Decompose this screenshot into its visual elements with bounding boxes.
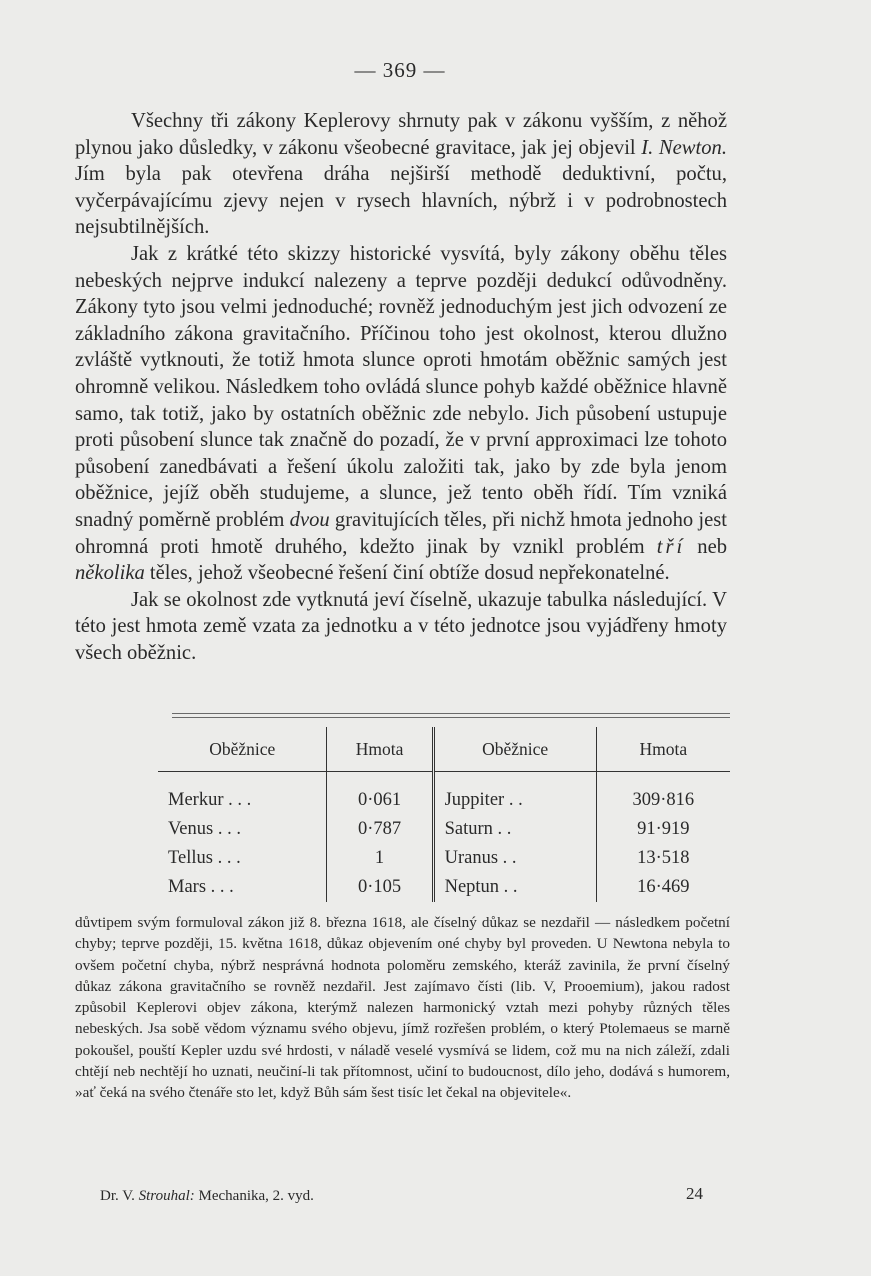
paragraph-3: Jak se okolnost zde vytknutá jeví číselně, ukazuje tabulka následující. V této jest hmota země vzata za jednotku a v této jednotce jsou vyjádřeny hmoty všech oběžnic. (75, 588, 727, 664)
footer-work-title: Mechanika, 2. vyd. (194, 1188, 314, 1204)
table-row (158, 873, 730, 902)
p2-text-g: těles, jehož všeobecné řešení činí obtíže dosud nepřekonatelné. (144, 562, 670, 585)
table-header-row (158, 727, 730, 772)
page-number: — 369 — (354, 58, 446, 82)
paragraph-2 (75, 241, 727, 587)
table-row (158, 844, 730, 873)
page-footer (100, 1188, 314, 1205)
cell-planet: Juppiter . . (433, 772, 596, 816)
header-planet-2: Oběžnice (433, 727, 596, 772)
paragraph-1 (75, 108, 727, 241)
table-top-rule (172, 713, 730, 714)
cell-planet: Tellus . . . (168, 848, 241, 868)
table-top-rule-2 (172, 717, 730, 718)
cell-planet: Mars . . . (168, 877, 234, 897)
cell-mass: 309·816 (596, 772, 730, 816)
footnote-text: důvtipem svým formuloval zákon již 8. března 1618, ale číselný důkaz se nezdařil — následkem početní chyby; teprve později, 15. května 1618, důkaz objevením oné chyby byl proveden. U Newtona nebyla to ovšem početní chyba, nýbrž nesprávná hodnota poloměru zemského, kteráž zavinila, že první číselný důkaz zákona gravitačního se rovněž nezdařil. Jest zajímavo čísti (lib. V, Prooemium), jakou radost způsobil Keplerovi objev zákona, kterýmž nalezen harmonický vztah mezi pohyby různých těles nebeských. Jsa sobě vědom významu svého objevu, jímž rozřešen problém, o který Ptolemaeus se marně pokoušel, pouští Kepler uzdu své hrdosti, v náladě veselé vysmívá se lidem, což mu na nich záleží, zdali chtějí neb nechtějí ho uznati, neučiní-li tak přítomnost, učiní to budoucnost, dílo jeho, dodává s humorem, »ať čeká na svého čtenáře sto let, když Bůh sám šest tisíc let čekal na objevitele«. (75, 914, 730, 1102)
cell-mass: 0·061 (327, 772, 433, 816)
main-text (75, 108, 727, 666)
p2-tri: tří (656, 535, 686, 558)
cell-planet: Neptun . . (433, 873, 596, 902)
p2-nekolika: několika (75, 562, 145, 585)
signature-mark: 24 (686, 1184, 703, 1203)
cell-mass: 13·518 (596, 844, 730, 873)
cell-mass: 0·787 (327, 815, 433, 844)
planet-mass-table (158, 727, 730, 902)
footer-author-name: Strouhal: (138, 1188, 195, 1204)
p2-dvou: dvou (289, 508, 330, 531)
cell-planet: Uranus . . (433, 844, 596, 873)
cell-planet: Saturn . . (433, 815, 596, 844)
p2-text-a: Jak z krátké této skizzy historické vysvítá, byly zákony oběhu těles nebeských nejprve indukcí nalezeny a teprve později dedukcí odůvodněny. Zákony tyto jsou velmi jednoduché; rovněž jednoduchým jest jich odvození ze základního zákona gravitačního. Příčinou toho jest okolnost, kterou dlužno zvláště vytknouti, že totiž hmota slunce oproti hmotám oběžnic samých jest ohromně velikou. Následkem toho ovládá slunce pohyb každé oběžnice hlavně samo, tak totiž, jako by ostatních oběžnic zde nebylo. Jich působení ustupuje proti působení slunce tak značně do pozadí, že v první approximaci lze tohoto působení zanedbávati a řešení úkolu založiti tak, jako by zde byla jenom oběžnice, jejíž oběh studujeme, a slunce, jež tento oběh řídí. Tím vzniká snadný poměrně problém (75, 242, 727, 531)
cell-mass: 91·919 (596, 815, 730, 844)
p1-text-c: Jím byla pak otevřena dráha nejširší methodě deduktivní, počtu, vyčerpávajícímu zjevy nejen v rysech hlavních, nýbrž i v podrobnostech nejsubtilnějších. (75, 163, 727, 239)
cell-planet: Venus . . . (168, 819, 241, 839)
p1-text-a: Všechny tři zákony Keplerovy shrnuty pak v zákonu vyšším, z něhož plynou jako důsledky, v zákonu všeobecné gravitace, jak jej objevil (75, 110, 727, 159)
table-row (158, 772, 730, 816)
header-mass-1: Hmota (327, 727, 433, 772)
header-planet-1: Oběžnice (158, 727, 327, 772)
cell-planet: Merkur . . . (168, 790, 252, 810)
header-mass-2: Hmota (596, 727, 730, 772)
cell-mass: 0·105 (327, 873, 433, 902)
table-row (158, 815, 730, 844)
footer-author: Dr. V. (100, 1188, 139, 1204)
cell-mass: 16·469 (596, 873, 730, 902)
p2-text-e: neb (685, 535, 728, 558)
p1-newton: I. Newton. (641, 136, 728, 159)
p2-text-c: gravitujících těles, při nichž hmota jednoho jest ohromná proti hmotě druhého, kdežto jinak by vznikl problém (75, 508, 727, 558)
footnote (75, 912, 730, 1104)
cell-mass: 1 (327, 844, 433, 873)
